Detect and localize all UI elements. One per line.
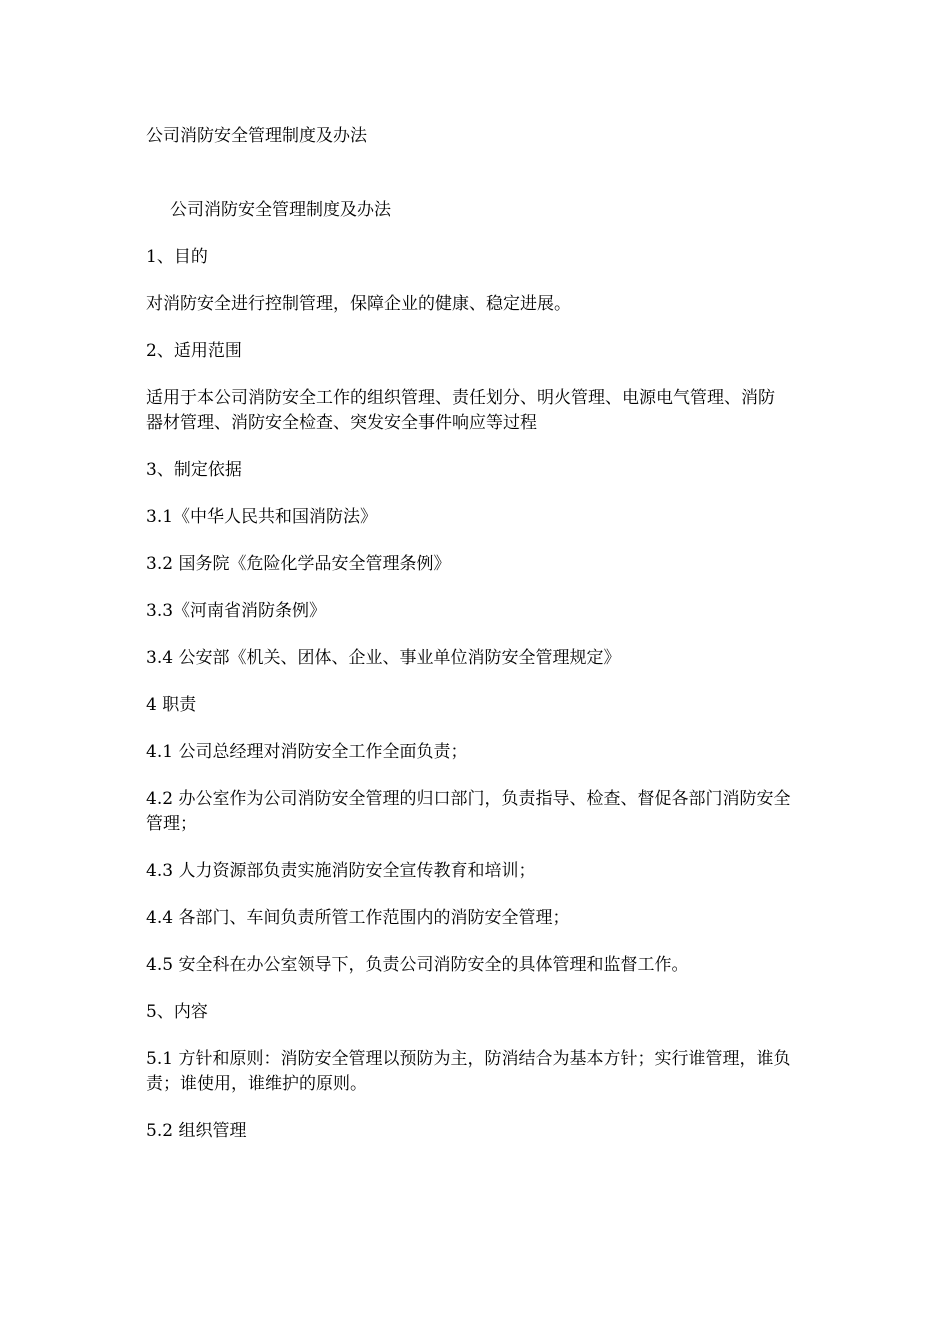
paragraph-content-5-2: 5.2 组织管理 <box>146 1121 247 1141</box>
section-heading-scope: 2、适用范围 <box>146 341 242 361</box>
document-body <box>146 198 791 1166</box>
section-heading-duties: 4 职责 <box>146 695 197 715</box>
paragraph-duty-4-3: 4.3 人力资源部负责实施消防安全宣传教育和培训； <box>146 861 536 881</box>
paragraph-duty-4-2: 4.2 办公室作为公司消防安全管理的归口部门，负责指导、检查、督促各部门消防安全管理； <box>146 789 791 834</box>
paragraph-duty-4-5: 4.5 安全科在办公室领导下，负责公司消防安全的具体管理和监督工作。 <box>146 955 689 975</box>
paragraph-basis-3-3: 3.3《河南省消防条例》 <box>146 601 327 621</box>
section-heading-content: 5、内容 <box>146 1002 208 1022</box>
paragraph-duty-4-1: 4.1 公司总经理对消防安全工作全面负责； <box>146 742 468 762</box>
paragraph-content-5-1: 5.1 方针和原则：消防安全管理以预防为主，防消结合为基本方针；实行谁管理，谁负责；谁使用，谁维护的原则。 <box>146 1049 791 1094</box>
paragraph-scope: 适用于本公司消防安全工作的组织管理、责任划分、明火管理、电源电气管理、消防器材管理、消防安全检查、突发安全事件响应等过程 <box>146 388 775 433</box>
paragraph-basis-3-2: 3.2 国务院《危险化学品安全管理条例》 <box>146 554 451 574</box>
section-heading-basis: 3、制定依据 <box>146 460 242 480</box>
section-heading-purpose: 1、目的 <box>146 247 208 267</box>
paragraph-purpose: 对消防安全进行控制管理，保障企业的健康、稳定进展。 <box>146 294 571 314</box>
paragraph-duty-4-4: 4.4 各部门、车间负责所管工作范围内的消防安全管理； <box>146 908 570 928</box>
paragraph-basis-3-4: 3.4 公安部《机关、团体、企业、事业单位消防安全管理规定》 <box>146 648 621 668</box>
paragraph-basis-3-1: 3.1《中华人民共和国消防法》 <box>146 507 378 527</box>
paragraph-subtitle: 公司消防安全管理制度及办法 <box>170 200 391 220</box>
document-title: 公司消防安全管理制度及办法 <box>146 126 367 146</box>
